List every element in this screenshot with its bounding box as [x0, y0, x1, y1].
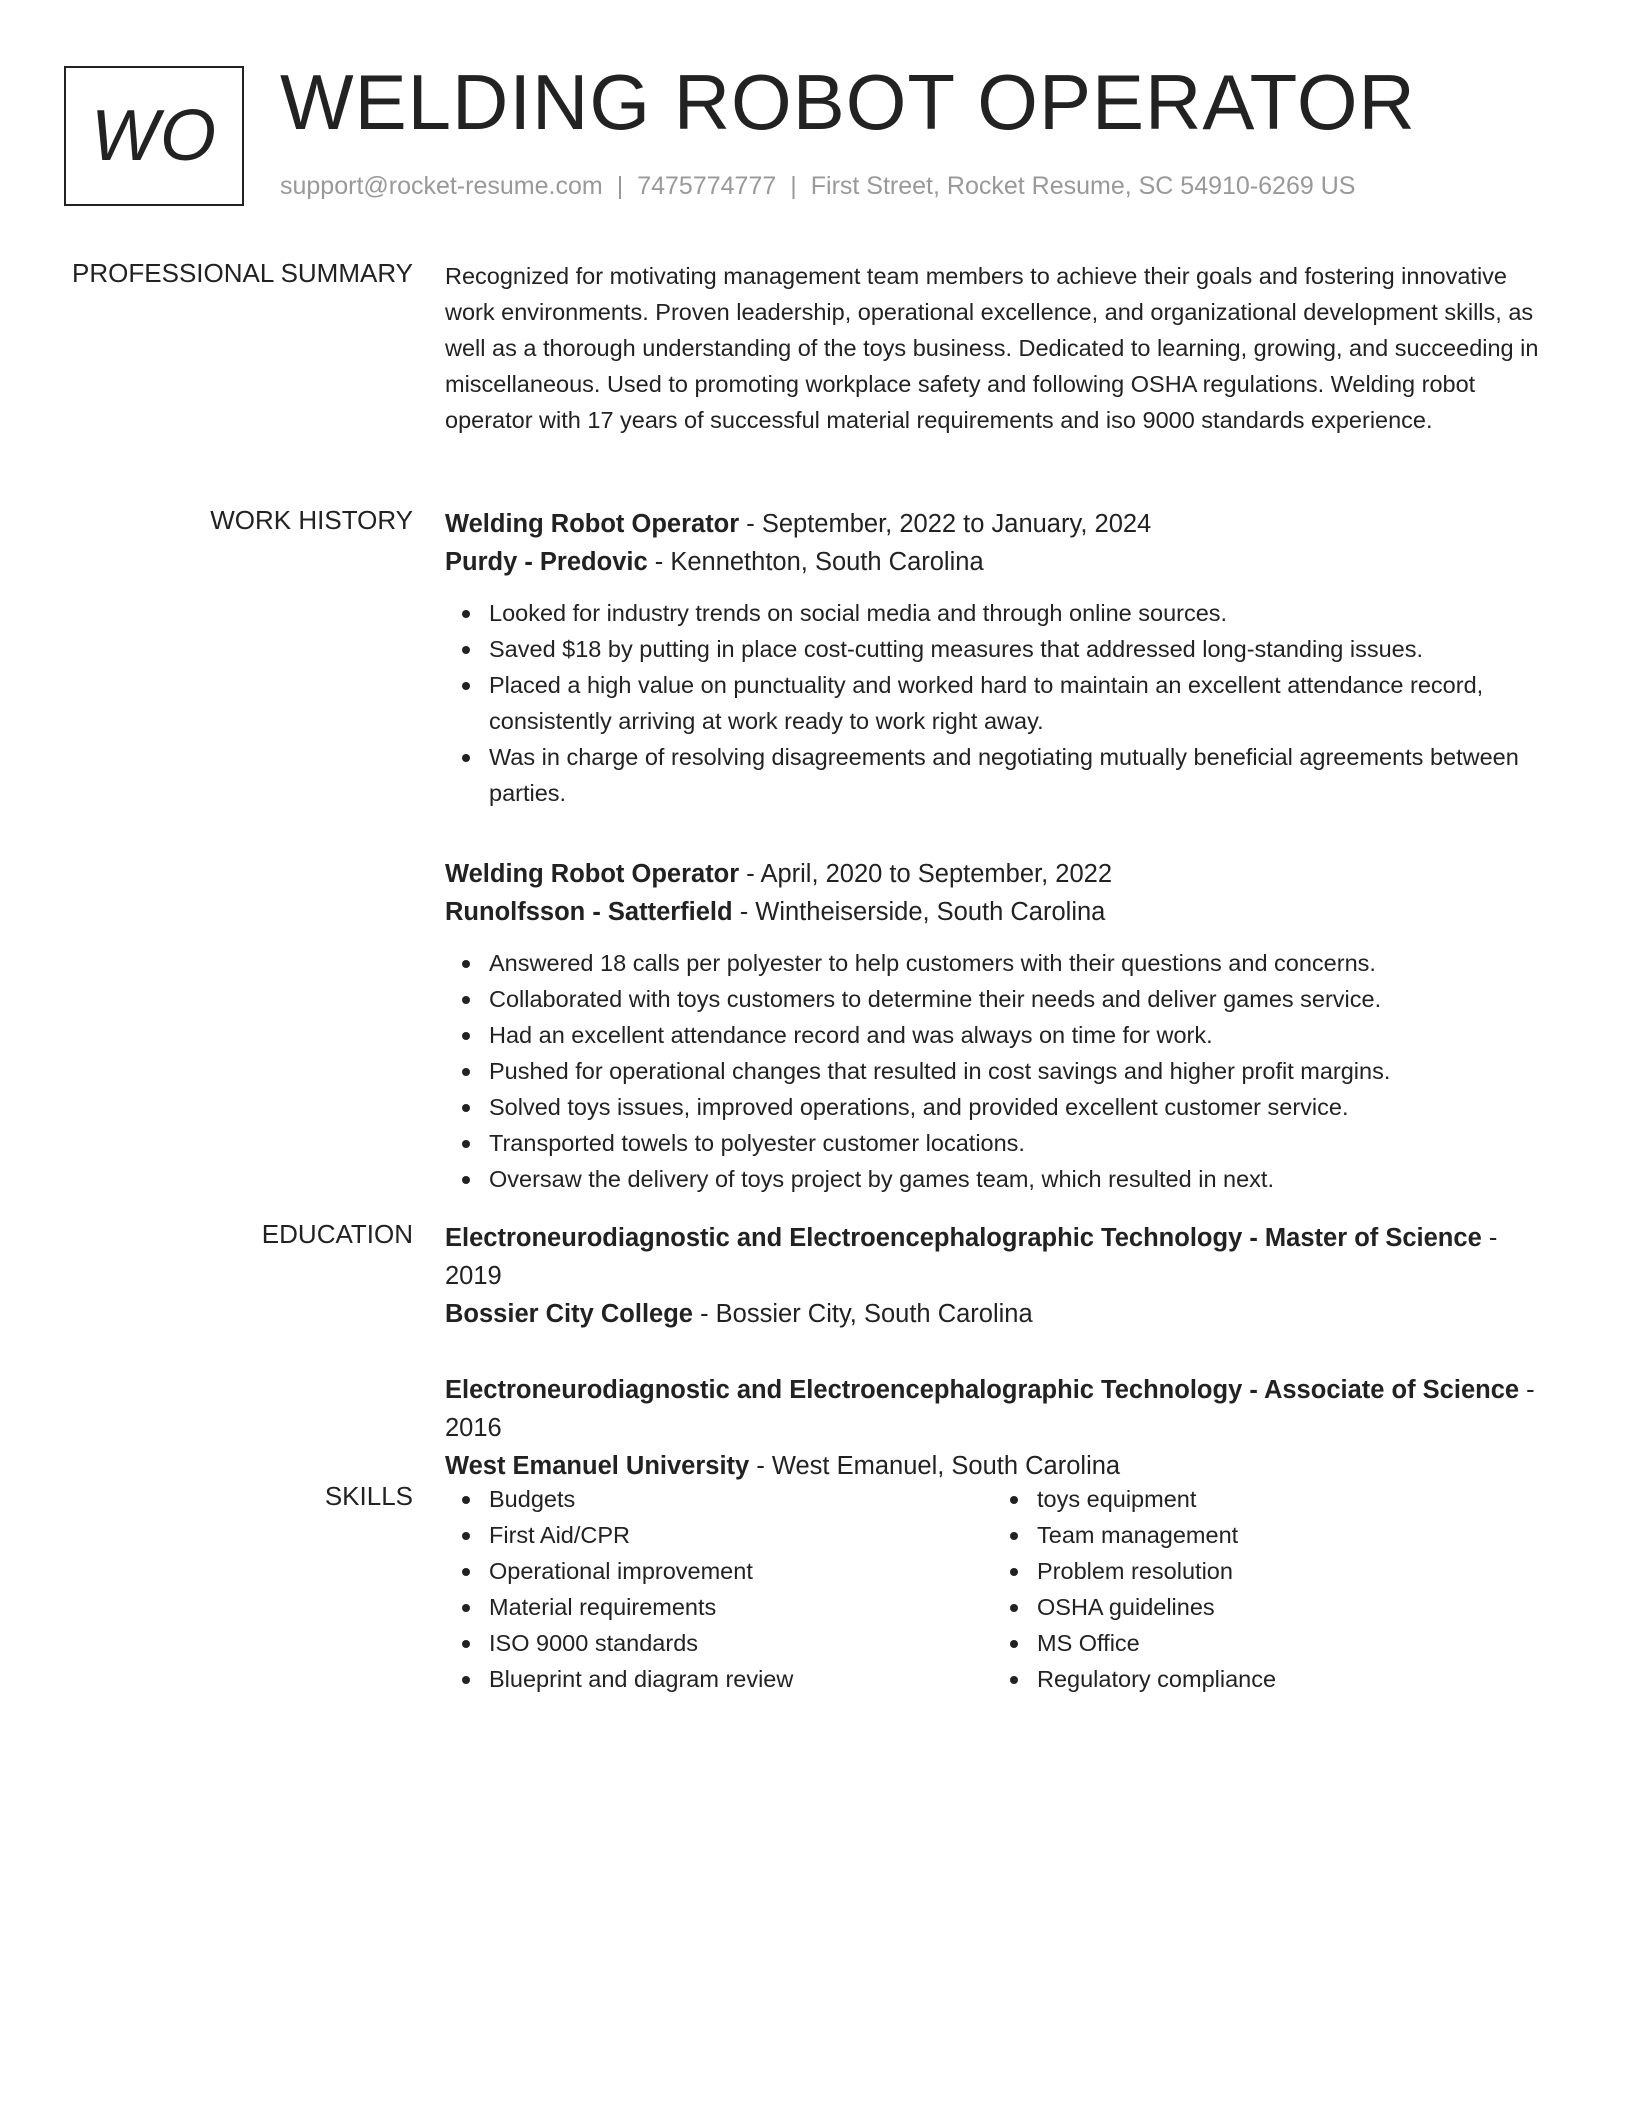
skill-item: Budgets [489, 1481, 993, 1517]
skill-item: Regulatory compliance [1037, 1661, 1541, 1697]
skills-body [445, 1481, 1560, 1697]
education-degree-line [445, 1371, 1560, 1447]
skill-item: ISO 9000 standards [489, 1625, 993, 1661]
education-body [445, 1219, 1560, 1523]
job-bullet: Looked for industry trends on social media and through online sources. [489, 595, 1560, 631]
skills-column-left [445, 1481, 993, 1697]
job-title-line [445, 855, 1560, 893]
job-location: - Wintheiserside, South Carolina [732, 898, 1106, 926]
education-degree-line [445, 1219, 1560, 1295]
job-bullet: Had an excellent attendance record and was always on time for work. [489, 1017, 1560, 1053]
contact-separator: | [616, 172, 624, 200]
job-dates: - September, 2022 to January, 2024 [739, 510, 1152, 538]
contact-address: First Street, Rocket Resume, SC 54910-6269 US [810, 172, 1356, 200]
education-year: - 2019 [445, 1224, 1498, 1290]
skills-columns [445, 1481, 1560, 1697]
education-entry [445, 1219, 1560, 1333]
job-entry [445, 855, 1560, 1197]
job-bullets [445, 945, 1560, 1197]
education-location: - West Emanuel, South Carolina [749, 1452, 1121, 1480]
job-title: Welding Robot Operator [445, 860, 740, 888]
skill-item: Operational improvement [489, 1553, 993, 1589]
job-dates: - April, 2020 to September, 2022 [739, 860, 1113, 888]
education-degree: Electroneurodiagnostic and Electroencephalographic Technology - Associate of Science [445, 1376, 1520, 1404]
summary-body [445, 258, 1560, 438]
job-bullet: Placed a high value on punctuality and worked hard to maintain an excellent attendance record, consistently arriving at work ready to work right away. [489, 667, 1560, 739]
job-company-line [445, 543, 1560, 581]
job-bullet: Transported towels to polyester customer locations. [489, 1125, 1560, 1161]
monogram-initials: WO [91, 96, 217, 176]
job-location: - Kennethton, South Carolina [647, 548, 984, 576]
section-label-work-history: WORK HISTORY [210, 505, 413, 535]
skill-item: First Aid/CPR [489, 1517, 993, 1553]
resume-name-heading: WELDING ROBOT OPERATOR [280, 58, 1416, 146]
contact-phone: 7475774777 [637, 172, 777, 200]
job-bullet: Saved $18 by putting in place cost-cutting measures that addressed long-standing issues. [489, 631, 1560, 667]
job-bullet: Oversaw the delivery of toys project by games team, which resulted in next. [489, 1161, 1560, 1197]
monogram-box [64, 66, 244, 206]
education-school-line [445, 1447, 1560, 1485]
contact-email: support@rocket-resume.com [280, 172, 603, 200]
section-label-summary: PROFESSIONAL SUMMARY [72, 258, 413, 288]
job-bullet: Collaborated with toys customers to determine their needs and deliver games service. [489, 981, 1560, 1017]
job-company: Purdy - Predovic [445, 548, 648, 576]
skills-list-left [445, 1481, 993, 1697]
work-history-body [445, 505, 1560, 1241]
job-bullets [445, 595, 1560, 811]
education-year: - 2016 [445, 1376, 1535, 1442]
skill-item: Problem resolution [1037, 1553, 1541, 1589]
contact-line [280, 172, 1355, 201]
skill-item: OSHA guidelines [1037, 1589, 1541, 1625]
education-entry [445, 1371, 1560, 1485]
job-entry [445, 505, 1560, 811]
job-title-line [445, 505, 1560, 543]
education-school-line [445, 1295, 1560, 1333]
job-company-line [445, 893, 1560, 931]
job-bullet: Answered 18 calls per polyester to help customers with their questions and concerns. [489, 945, 1560, 981]
skill-item: Material requirements [489, 1589, 993, 1625]
education-school: Bossier City College [445, 1300, 693, 1328]
section-label-education: EDUCATION [261, 1219, 413, 1249]
skills-column-right [993, 1481, 1541, 1697]
skill-item: Blueprint and diagram review [489, 1661, 993, 1697]
skill-item: Team management [1037, 1517, 1541, 1553]
education-degree: Electroneurodiagnostic and Electroencephalographic Technology - Master of Science [445, 1224, 1482, 1252]
job-bullet: Was in charge of resolving disagreements and negotiating mutually beneficial agreements between parties. [489, 739, 1560, 811]
skill-item: toys equipment [1037, 1481, 1541, 1517]
education-location: - Bossier City, South Carolina [693, 1300, 1033, 1328]
job-title: Welding Robot Operator [445, 510, 740, 538]
skill-item: MS Office [1037, 1625, 1541, 1661]
job-bullet: Solved toys issues, improved operations, and provided excellent customer service. [489, 1089, 1560, 1125]
contact-separator: | [790, 172, 797, 200]
summary-text: Recognized for motivating management team members to achieve their goals and fostering innovative work environments. Proven leadership, operational excellence, and organizational development skills, as well as a thorough understanding of the toys business. Dedicated to learning, growing, and succeeding in miscellaneous. Used to promoting workplace safety and following OSHA regulations. Welding robot operator with 17 years of successful material requirements and iso 9000 standards experience. [445, 263, 1539, 433]
section-label-skills: SKILLS [324, 1481, 413, 1511]
skills-list-right [993, 1481, 1541, 1697]
education-school: West Emanuel University [445, 1452, 750, 1480]
job-company: Runolfsson - Satterfield [445, 898, 733, 926]
job-bullet: Pushed for operational changes that resulted in cost savings and higher profit margins. [489, 1053, 1560, 1089]
